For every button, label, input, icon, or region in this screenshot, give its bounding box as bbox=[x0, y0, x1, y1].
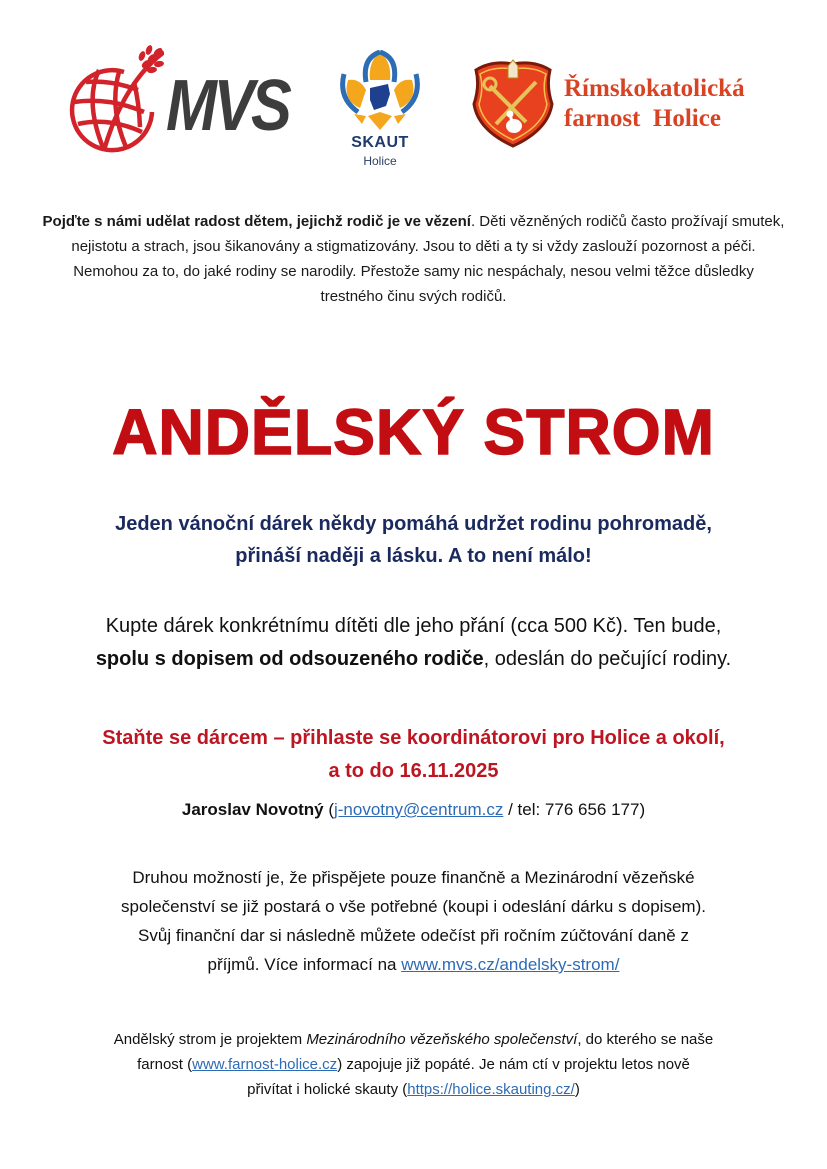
footer-line-3 bbox=[40, 1077, 787, 1102]
footer-text: , do kterého se naše bbox=[577, 1031, 714, 1048]
footer-text: přivítat i holické skauty ( bbox=[247, 1081, 408, 1098]
globe-wheat-icon bbox=[64, 42, 164, 162]
skauting-link[interactable]: https://holice.skauting.cz/ bbox=[407, 1081, 575, 1098]
slogan-line-2: přináší naději a lásku. A to není málo! bbox=[235, 545, 592, 567]
intro-text: . Děti vězněných rodičů často prožívají smutek, nejistotu a strach, jsou šikanovány a stigmatizovány. Jsou to děti a ty si vždy zaslouží pozornost a péči. Nemohou za to, do jaké rodiny se narodily. Přestože samy nic nespáchaly, nesou velmi těžce důsledky trestného činu svých rodičů. bbox=[71, 213, 785, 305]
buy-rest: , odeslán do pečující rodiny. bbox=[483, 648, 732, 670]
cta-line-1: Staňte se dárcem – přihlaste se koordinátorovi pro Holice a okolí, bbox=[102, 727, 725, 749]
donate-line-3: Svůj finanční dar si následně můžete odečíst při ročním zúčtování daně z bbox=[138, 926, 689, 945]
donate-paragraph bbox=[40, 863, 787, 979]
mvs-andelsky-strom-link[interactable]: www.mvs.cz/andelsky-strom/ bbox=[401, 955, 620, 974]
farnost-line-1: Římskokatolická bbox=[564, 75, 745, 102]
footer-paragraph bbox=[40, 1027, 787, 1102]
farnost-logo bbox=[470, 56, 780, 156]
donate-line-2: společenství se již postará o vše potřebné (koupi i odeslání dárku s dopisem). bbox=[121, 897, 706, 916]
mvs-logo bbox=[64, 42, 304, 162]
slogan bbox=[40, 508, 787, 572]
skaut-title: SKAUT bbox=[351, 134, 409, 151]
buy-bold: spolu s dopisem od odsouzeného rodiče bbox=[95, 648, 484, 670]
intro-bold: Pojďte s námi udělat radost dětem, jejichž rodič je ve vězení bbox=[42, 213, 471, 230]
logo-row bbox=[0, 40, 827, 170]
footer-text: ) bbox=[574, 1081, 580, 1098]
cta-line-2: a to do 16.11.2025 bbox=[328, 760, 499, 782]
call-to-action bbox=[40, 722, 787, 788]
contact-open: ( bbox=[323, 800, 334, 819]
footer-text: ) zapojuje již popáté. Je nám ctí v projektu letos nově bbox=[337, 1056, 690, 1073]
parish-shield-icon bbox=[470, 56, 556, 150]
skaut-subtitle: Holice bbox=[363, 154, 397, 168]
contact-line bbox=[40, 796, 787, 824]
buy-line-2 bbox=[40, 643, 787, 676]
donate-line-1: Druhou možností je, že přispějete pouze finančně a Mezinárodní vězeňské bbox=[132, 868, 695, 887]
footer-line-1 bbox=[40, 1027, 787, 1052]
farnost-link[interactable]: www.farnost-holice.cz bbox=[192, 1056, 338, 1073]
contact-phone: / tel: 776 656 177) bbox=[503, 800, 646, 819]
donate-line-4 bbox=[40, 950, 787, 979]
farnost-line-2: farnost Holice bbox=[564, 105, 721, 132]
footer-text: Andělský strom je projektem bbox=[113, 1031, 307, 1048]
buy-line-1: Kupte dárek konkrétnímu dítěti dle jeho přání (cca 500 Kč). Ten bude, bbox=[105, 615, 722, 637]
mvs-wordmark: MVS bbox=[166, 66, 289, 146]
intro-paragraph bbox=[40, 209, 787, 309]
footer-italic: Mezinárodního vězeňského společenství bbox=[306, 1031, 578, 1048]
slogan-line-1: Jeden vánoční dárek někdy pomáhá udržet rodinu pohromadě, bbox=[115, 513, 712, 535]
footer-line-2 bbox=[40, 1052, 787, 1077]
email-link[interactable]: j-novotny@centrum.cz bbox=[333, 800, 504, 819]
donate-line-4-text: příjmů. Více informací na bbox=[207, 955, 402, 974]
scout-lily-icon bbox=[340, 50, 420, 132]
buy-paragraph bbox=[40, 610, 787, 676]
farnost-wordmark bbox=[564, 74, 745, 134]
skaut-logo bbox=[340, 50, 420, 170]
page-title: ANDĚLSKÝ STROM bbox=[112, 396, 715, 468]
contact-name: Jaroslav Novotný bbox=[181, 800, 324, 819]
footer-text: farnost ( bbox=[137, 1056, 193, 1073]
